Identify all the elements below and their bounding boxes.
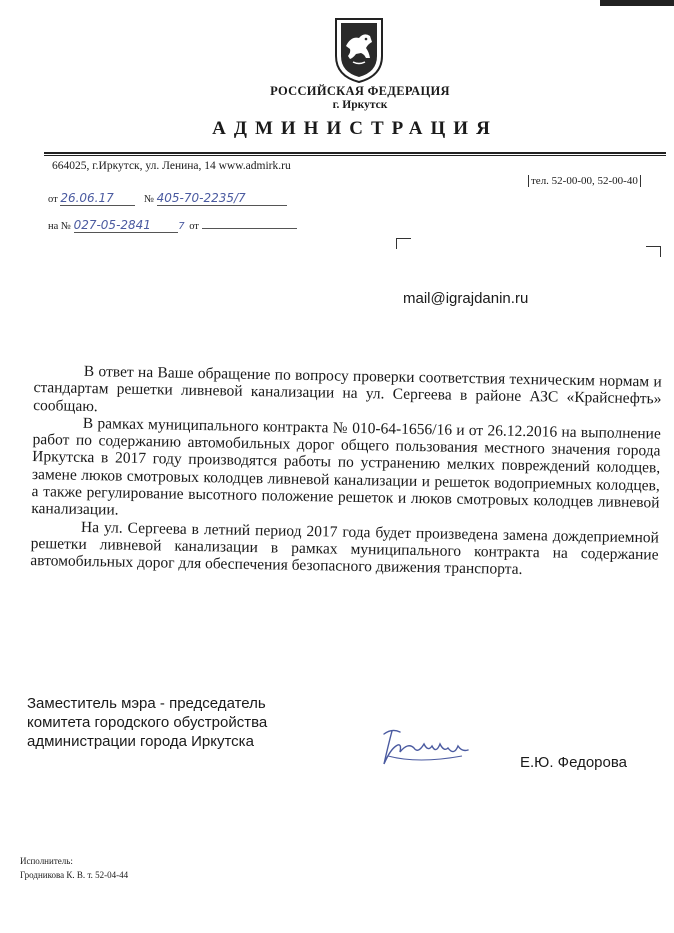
scan-edge-mark [600,0,674,6]
date-field [60,191,135,206]
coat-of-arms-icon [333,16,385,84]
reply-row [48,218,297,233]
header-divider [44,152,666,154]
number-value: 405-70-2235/7 [156,191,246,205]
header-title: АДМИНИСТРАЦИЯ [212,118,498,139]
body-paragraph: На ул. Сергеева в летний период 2017 года будет произведена замена дождеприемной решетки ливневой канализации в рамках муниципального контракта на содержание автомобильных дорог для обеспечения безопасного движения транспорта. [30,518,660,579]
header-city: г. Иркутск [332,99,388,111]
from-label: от [189,221,199,232]
header-divider-thin [44,155,666,156]
signer-position-line: Заместитель мэра - председатель [27,695,266,712]
recipient-email: mail@igrajdanin.ru [403,290,529,307]
signer-name: Е.Ю. Федорова [520,754,627,771]
executor-block [20,854,128,882]
executor-info: Гродникова К. В. т. 52-04-44 [20,870,129,880]
letter-body [30,362,662,581]
reply-suffix: 7 [178,221,185,232]
body-paragraph: В ответ на Ваше обращение по вопросу проверки соответствия техническим нормам и стандартам решетки ливневой канализации на ул. Сергеева в районе АЗС «Крайснефть» сообщаю. [33,362,662,415]
address-corner-right [646,246,661,257]
handwritten-signature [378,726,470,770]
signer-position-line: комитета городского обустройства [27,714,268,731]
signer-position [27,694,267,751]
reply-label: на № [48,221,71,232]
reply-value: 027-05-2841 [73,218,151,232]
date-label: от [48,194,58,205]
signer-position-line: администрации города Иркутска [27,733,254,750]
address-corner-left [396,238,411,249]
outgoing-date-row [48,191,287,206]
from-field [202,228,297,229]
header-address: 664025, г.Иркутск, ул. Ленина, 14 www.admirk.ru [52,160,291,172]
number-label: № [143,194,154,205]
header-phone: тел. 52-00-00, 52-00-40 [528,175,641,187]
executor-label: Исполнитель: [20,856,73,866]
body-paragraph: В рамках муниципального контракта № 010-64-1656/16 и от 26.12.2016 на выполнение работ по содержанию автомобильных дорог общего пользования местного значения города Иркутска в 2017 году производятся работы по устранению мелких повреждений колодцев, замене люков смотровых колодцев ливневой канализации и решеток водоприемных колодцев, а также регулирование высотного положение решеток и люков смотровых колодцев ливневой канализации. [31,414,661,519]
number-field [157,191,287,206]
date-value: 26.06.17 [60,191,114,205]
header-country: РОССИЙСКАЯ ФЕДЕРАЦИЯ [270,84,450,98]
reply-field [74,218,178,233]
